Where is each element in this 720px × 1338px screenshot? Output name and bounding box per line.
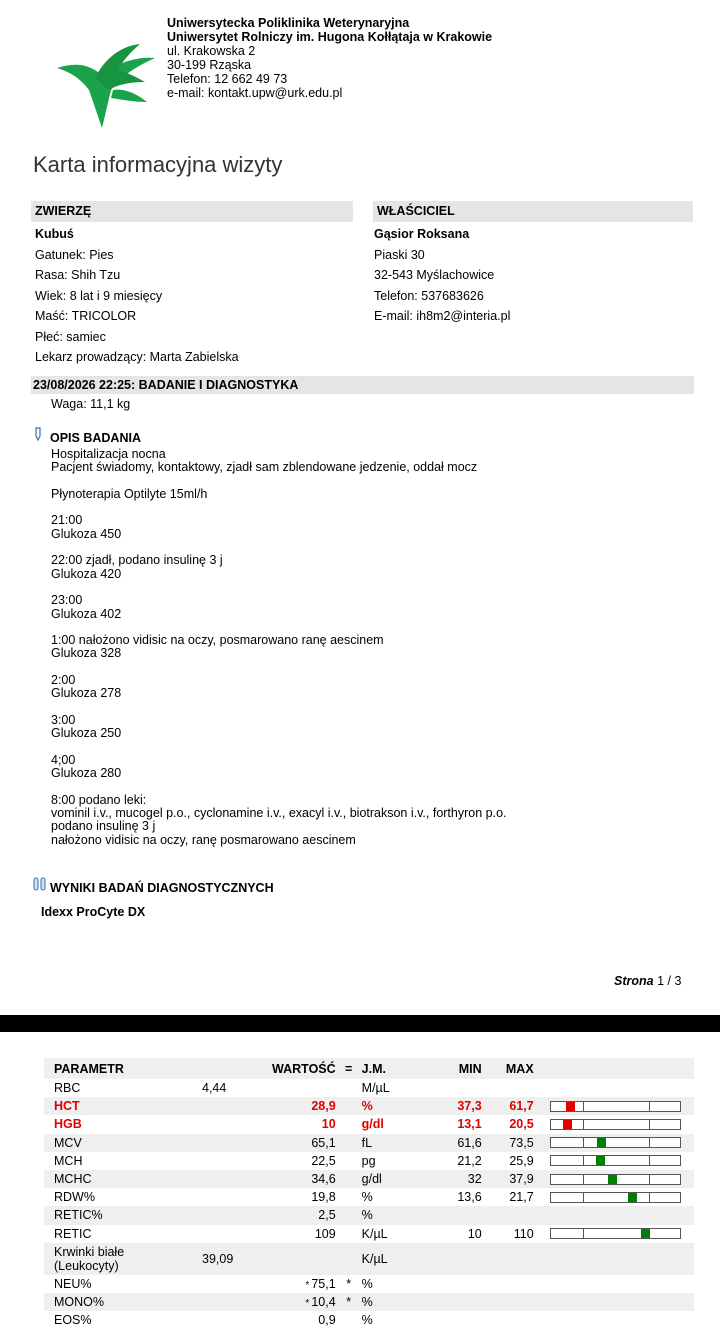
- animal-name: Kubuś: [35, 227, 74, 241]
- diagnostic-results-title: WYNIKI BADAŃ DIAGNOSTYCZNYCH: [50, 881, 274, 895]
- header-value: WARTOŚĆ: [272, 1058, 336, 1079]
- param-min: 13,1: [457, 1117, 482, 1132]
- owner-section-header: WŁAŚCICIEL: [373, 201, 693, 222]
- result-row: [44, 1115, 694, 1133]
- param-unit: %: [362, 1097, 432, 1115]
- param-unit: M/µL: [361, 1081, 390, 1096]
- header-param: PARAMETR: [44, 1058, 202, 1079]
- range-bar: [550, 1101, 681, 1112]
- param-name: HCT: [44, 1097, 202, 1115]
- header-eq: =: [336, 1058, 362, 1079]
- range-bar-cell: [534, 1206, 694, 1224]
- value-text: 10: [321, 1117, 336, 1132]
- param-unit: %: [361, 1190, 373, 1205]
- param-min: [432, 1243, 482, 1275]
- param-max: 61,7: [482, 1097, 534, 1115]
- result-row: [44, 1225, 694, 1243]
- range-bar-cell: [534, 1225, 694, 1243]
- range-bar-cell: [534, 1275, 694, 1293]
- param-eq: [336, 1311, 362, 1329]
- result-row: [44, 1311, 694, 1329]
- param-unit: %: [361, 1276, 373, 1291]
- value-text: 2,5: [318, 1208, 336, 1223]
- result-row: [44, 1293, 694, 1311]
- param-value: [272, 1170, 336, 1188]
- param-eq: [336, 1152, 362, 1170]
- animal-color: Maść: TRICOLOR: [35, 309, 137, 323]
- param-value-raw: [202, 1293, 272, 1311]
- param-min: [432, 1079, 482, 1097]
- param-value: [272, 1188, 336, 1206]
- result-row: [44, 1152, 694, 1170]
- range-bar: [550, 1192, 681, 1203]
- value-text: 65,1: [311, 1135, 336, 1150]
- clinic-phone: Telefon: 12 662 49 73: [167, 72, 288, 86]
- param-max: [482, 1311, 534, 1329]
- param-max: 37,9: [482, 1170, 534, 1188]
- param-value: [272, 1097, 336, 1115]
- param-value: [272, 1134, 336, 1152]
- page-label: Strona: [614, 974, 654, 988]
- param-unit: K/µL: [361, 1226, 388, 1241]
- param-eq: [336, 1206, 362, 1224]
- flag-asterisk: *: [305, 1279, 310, 1291]
- clinic-street: ul. Krakowska 2: [167, 44, 256, 58]
- range-marker-in: [608, 1175, 617, 1184]
- clinic-header: [167, 16, 492, 100]
- header-max: MAX: [482, 1058, 534, 1079]
- param-value: [272, 1115, 336, 1133]
- range-marker-in: [628, 1193, 637, 1202]
- pin-icon: [34, 427, 42, 446]
- range-bar-cell: [534, 1170, 694, 1188]
- param-value-raw: 4,44: [202, 1081, 227, 1096]
- header-unit: J.M.: [362, 1058, 432, 1079]
- param-unit: g/dl: [361, 1117, 384, 1132]
- results-header-row: [44, 1058, 694, 1079]
- param-eq: [336, 1134, 362, 1152]
- animal-age: Wiek: 8 lat i 9 miesięcy: [35, 288, 163, 303]
- param-eq: [336, 1170, 362, 1188]
- range-bar-cell: [534, 1293, 694, 1311]
- results-table: [44, 1058, 694, 1329]
- param-unit: K/µL: [362, 1243, 432, 1275]
- range-bar-cell: [534, 1079, 694, 1097]
- param-min: [432, 1311, 482, 1329]
- owner-email: E-mail: ih8m2@interia.pl: [374, 309, 511, 323]
- param-value: [272, 1275, 336, 1293]
- param-value: [272, 1079, 336, 1097]
- param-max: [482, 1079, 534, 1097]
- animal-info: [35, 224, 239, 368]
- page-break-bar: [0, 1015, 720, 1032]
- range-marker-in: [597, 1138, 606, 1147]
- flag-asterisk: *: [305, 1297, 310, 1309]
- param-unit: %: [361, 1313, 373, 1328]
- range-marker-out: [566, 1102, 575, 1111]
- param-value-raw: [202, 1134, 272, 1152]
- owner-city: 32-543 Myślachowice: [374, 268, 495, 282]
- result-row: [44, 1134, 694, 1152]
- param-name: HGB: [54, 1117, 82, 1132]
- value-text: 10,4: [311, 1294, 336, 1309]
- param-eq: [336, 1079, 362, 1097]
- range-bar-cell: [534, 1311, 694, 1329]
- param-max: [482, 1293, 534, 1311]
- param-max: 21,7: [509, 1190, 534, 1205]
- param-min: 21,2: [457, 1153, 482, 1168]
- param-name: NEU%: [54, 1276, 92, 1291]
- param-unit: fL: [362, 1134, 432, 1152]
- param-name: MONO%: [44, 1293, 202, 1311]
- param-value: [272, 1311, 336, 1329]
- param-max: 110: [513, 1226, 534, 1241]
- range-bar: [550, 1228, 681, 1239]
- owner-info: [374, 224, 510, 327]
- param-value: [272, 1225, 336, 1243]
- param-max: [482, 1275, 534, 1293]
- param-min: 32: [432, 1170, 482, 1188]
- result-row: [44, 1243, 694, 1275]
- param-value-raw: [202, 1170, 272, 1188]
- param-unit: g/dl: [362, 1170, 432, 1188]
- value-text: 34,6: [311, 1172, 336, 1187]
- value-text: 75,1: [311, 1276, 336, 1291]
- param-unit: pg: [361, 1153, 376, 1168]
- param-max: 20,5: [509, 1117, 534, 1132]
- range-bar: [550, 1119, 681, 1130]
- param-eq: [336, 1115, 362, 1133]
- param-max: 73,5: [482, 1134, 534, 1152]
- clinic-city: 30-199 Rząska: [167, 58, 252, 72]
- range-bar-cell: [534, 1188, 694, 1206]
- page-total: 3: [674, 974, 682, 988]
- value-text: 19,8: [311, 1190, 336, 1205]
- result-row: [44, 1275, 694, 1293]
- animal-section-header: ZWIERZĘ: [31, 201, 353, 222]
- param-name: RETIC%: [44, 1206, 202, 1224]
- param-name: MCH: [54, 1153, 83, 1168]
- param-eq: *: [346, 1276, 352, 1291]
- param-value-raw: [202, 1206, 272, 1224]
- page-current: 1: [657, 974, 665, 988]
- clinic-name: Uniwersytecka Poliklinika Weterynaryjna: [167, 16, 410, 30]
- header-min: MIN: [432, 1058, 482, 1079]
- param-max: [482, 1206, 534, 1224]
- document-title: Karta informacyjna wizyty: [33, 152, 283, 177]
- param-value-raw: [202, 1152, 272, 1170]
- param-value-raw: [202, 1097, 272, 1115]
- param-name: MCHC: [44, 1170, 202, 1188]
- param-unit: %: [362, 1206, 432, 1224]
- param-name: RDW%: [54, 1190, 95, 1205]
- animal-breed: Rasa: Shih Tzu: [35, 268, 121, 282]
- animal-species: Gatunek: Pies: [35, 247, 114, 262]
- param-value: [272, 1206, 336, 1224]
- param-value-raw: [202, 1225, 272, 1243]
- param-value-raw: [202, 1115, 272, 1133]
- param-eq: *: [336, 1293, 362, 1311]
- range-bar-cell: [534, 1134, 694, 1152]
- result-row: [44, 1170, 694, 1188]
- animal-sex: Płeć: samiec: [35, 329, 106, 344]
- clinic-logo: [55, 38, 160, 130]
- param-value: [272, 1293, 336, 1311]
- range-bar: [550, 1137, 681, 1148]
- exam-description: Hospitalizacja nocna Pacjent świadomy, kontaktowy, zjadł sam zblendowane jedzenie, oddał mocz Płynoterapia Optilyte 15ml/h 21:00 Glukoza 450 22:00 zjadł, podano insulinę 3 j Glukoza 420 23:00 Glukoza 402 1:00 nałożono vidisic na oczy, posmarowano ranę aescinem Glukoza 328 2:00 Glukoza 278 3:00 Glukoza 250 4;00 Glukoza 280 8:00 podano leki: vominil i.v., mucogel p.o., cyclonamine i.v., exacyl i.v., biotrakson i.v., forthyron p.o. podano insulinę 3 j nałożono vidisic na oczy, ranę posmarowano aescinem: [51, 447, 507, 847]
- param-eq: [336, 1243, 362, 1275]
- weight: Waga: 11,1 kg: [51, 397, 131, 411]
- test-tubes-icon: [32, 877, 48, 896]
- param-min: 61,6: [432, 1134, 482, 1152]
- param-min: 37,3: [432, 1097, 482, 1115]
- value-text: 109: [314, 1226, 336, 1241]
- page-number: [614, 974, 681, 988]
- param-eq: [336, 1097, 362, 1115]
- owner-name: Gąsior Roksana: [374, 227, 470, 241]
- param-min: 13,6: [457, 1190, 482, 1205]
- range-bar-cell: [534, 1115, 694, 1133]
- param-eq: [336, 1188, 362, 1206]
- param-max: 25,9: [509, 1153, 534, 1168]
- param-value-raw: 39,09: [202, 1243, 272, 1275]
- value-text: 28,9: [311, 1099, 336, 1114]
- param-value: [272, 1152, 336, 1170]
- param-min: [432, 1275, 482, 1293]
- analyzer-name: Idexx ProCyte DX: [41, 905, 146, 919]
- param-value-raw: [202, 1188, 272, 1206]
- param-max: [482, 1243, 534, 1275]
- param-name: EOS%: [54, 1313, 92, 1328]
- owner-street: Piaski 30: [374, 247, 425, 262]
- param-value-raw: [202, 1311, 272, 1329]
- visit-section-header: 23/08/2026 22:25: BADANIE I DIAGNOSTYKA: [31, 376, 694, 394]
- param-name: Krwinki białe (Leukocyty): [44, 1243, 202, 1275]
- param-name: MCV: [44, 1134, 202, 1152]
- exam-description-title: OPIS BADANIA: [50, 431, 141, 445]
- param-value-raw: [202, 1275, 272, 1293]
- range-bar-cell: [534, 1097, 694, 1115]
- page-sep: /: [664, 974, 675, 988]
- range-bar: [550, 1174, 681, 1185]
- param-eq: [336, 1225, 362, 1243]
- result-row: [44, 1097, 694, 1115]
- university-name: Uniwersytet Rolniczy im. Hugona Kołłątaja w Krakowie: [167, 30, 493, 44]
- clinic-email: e-mail: kontakt.upw@urk.edu.pl: [167, 86, 343, 100]
- range-marker-out: [563, 1120, 572, 1129]
- value-text: 0,9: [318, 1313, 336, 1328]
- param-min: [432, 1206, 482, 1224]
- param-unit: %: [362, 1293, 432, 1311]
- attending-doctor: Lekarz prowadzący: Marta Zabielska: [35, 350, 239, 364]
- range-bar: [550, 1155, 681, 1166]
- result-row: [44, 1206, 694, 1224]
- range-bar-cell: [534, 1243, 694, 1275]
- result-row: [44, 1188, 694, 1206]
- param-name: RBC: [54, 1081, 81, 1096]
- param-min: [432, 1293, 482, 1311]
- param-min: 10: [467, 1226, 482, 1241]
- range-marker-in: [641, 1229, 650, 1238]
- owner-phone: Telefon: 537683626: [374, 288, 484, 303]
- range-marker-in: [596, 1156, 605, 1165]
- param-value: [272, 1243, 336, 1275]
- param-name: RETIC: [54, 1226, 92, 1241]
- result-row: [44, 1079, 694, 1097]
- range-bar-cell: [534, 1152, 694, 1170]
- value-text: 22,5: [311, 1153, 336, 1168]
